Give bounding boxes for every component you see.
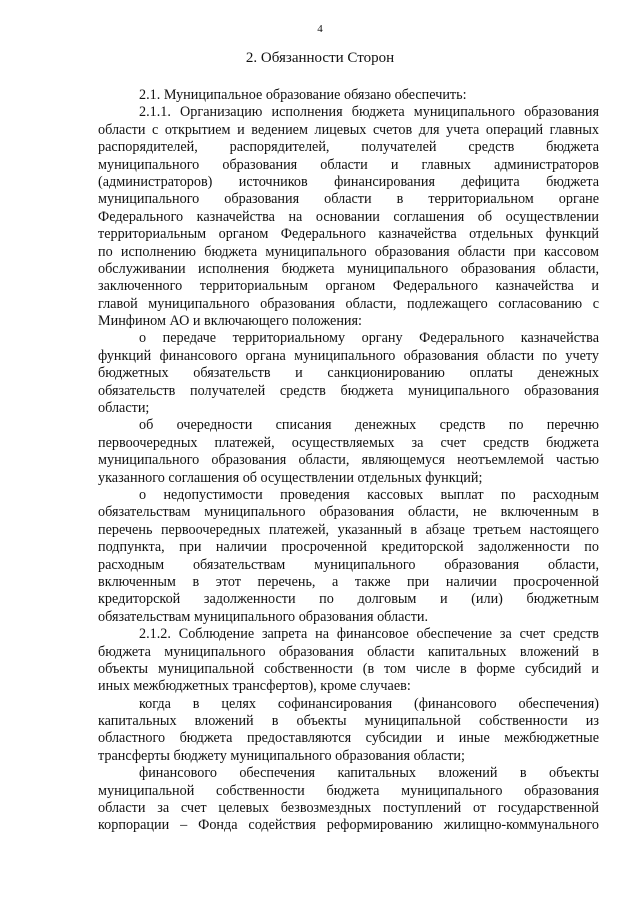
text-line: включенным в этот перечень, а также при наличии просроченной [98, 573, 599, 590]
text-line: муниципального образования области и главных администраторов [98, 156, 599, 173]
text-line: иных межбюджетных трансфертов), кроме случаев: [98, 678, 411, 695]
text-line: подпункта, при наличии просроченной кредиторской задолженности по [98, 539, 599, 556]
text-line: Федерального казначейства на основании соглашения об осуществлении [98, 208, 599, 225]
text-line: бюджетных обязательств и санкционированию оплаты денежных [98, 365, 599, 382]
text-line: трансферты бюджету муниципального образования области; [98, 747, 465, 764]
text-line: о недопустимости проведения кассовых выплат по расходным [139, 486, 599, 503]
text-line: кредиторской задолженности по долговым и (или) бюджетным [98, 591, 599, 608]
text-line: корпорации – Фонда содействия реформированию жилищно-коммунального [98, 817, 599, 834]
body-text [98, 87, 599, 835]
text-line: области за счет целевых безвозмездных поступлений от государственной [98, 800, 599, 817]
text-line: областного бюджета предоставляются субсидии и иные межбюджетные [98, 730, 599, 747]
text-line: области; [98, 400, 150, 417]
text-line: территориальным органом Федерального казначейства отдельных функций [98, 226, 599, 243]
text-line: расходным обязательствам муниципального образования области, [98, 556, 599, 573]
text-line: перечень первоочередных платежей, указанный в абзаце третьем настоящего [98, 521, 599, 538]
text-line: обязательствам муниципального образования области, не включенным в [98, 504, 599, 521]
text-line: 2.1.1. Организацию исполнения бюджета муниципального образования [139, 104, 599, 121]
text-line: обязательств получателей средств бюджета муниципального образования [98, 382, 599, 399]
text-line: об очередности списания денежных средств по перечню [139, 417, 599, 434]
text-line: финансового обеспечения капитальных вложений в объекты [139, 765, 599, 782]
text-line: бюджета муниципального образования области капитальных вложений в [98, 643, 599, 660]
text-line: муниципального образования области, являющемуся неотъемлемой частью [98, 452, 599, 469]
text-line: 2.1. Муниципальное образование обязано обеспечить: [139, 87, 467, 103]
text-line: главой муниципального образования области, подлежащего согласованию с [98, 295, 599, 312]
text-line: первоочередных платежей, осуществляемых за счет средств бюджета [98, 434, 599, 451]
section-title: 2. Обязанности Сторон [245, 50, 395, 66]
text-line: капитальных вложений в объекты муниципальной собственности из [98, 713, 599, 730]
text-line: о передаче территориальному органу Федерального казначейства [139, 330, 599, 347]
text-line: 2.1.2. Соблюдение запрета на финансовое обеспечение за счет средств [139, 626, 599, 643]
text-line: заключенного территориальным органом Федерального казначейства и [98, 278, 599, 295]
text-line: указанного соглашения об осуществлении отдельных функций; [98, 469, 483, 486]
text-line: объекты муниципальной собственности (в том числе в форме субсидий и [98, 660, 599, 677]
text-line: области с открытием и ведением лицевых счетов для учета операций главных [98, 121, 599, 138]
text-line: функций финансового органа муниципального образования области по учету [98, 347, 599, 364]
text-line: когда в целях софинансирования (финансового обеспечения) [139, 695, 599, 712]
text-line: обслуживании исполнения бюджета муниципального образования области, [98, 260, 599, 277]
page-number: 4 [317, 23, 323, 35]
text-line: обязательствам муниципального образования области. [98, 608, 429, 625]
text-line: (администраторов) источников финансирования дефицита бюджета [98, 173, 599, 190]
text-line: по исполнению бюджета муниципального образования области при кассовом [98, 243, 599, 260]
text-line: распорядителей, распорядителей, получателей средств бюджета [98, 139, 599, 156]
text-line: Минфином АО и включающего положения: [98, 313, 362, 330]
text-line: муниципального образования области в территориальном органе [98, 191, 599, 208]
text-line: муниципальной собственности бюджета муниципального образования [98, 782, 599, 799]
